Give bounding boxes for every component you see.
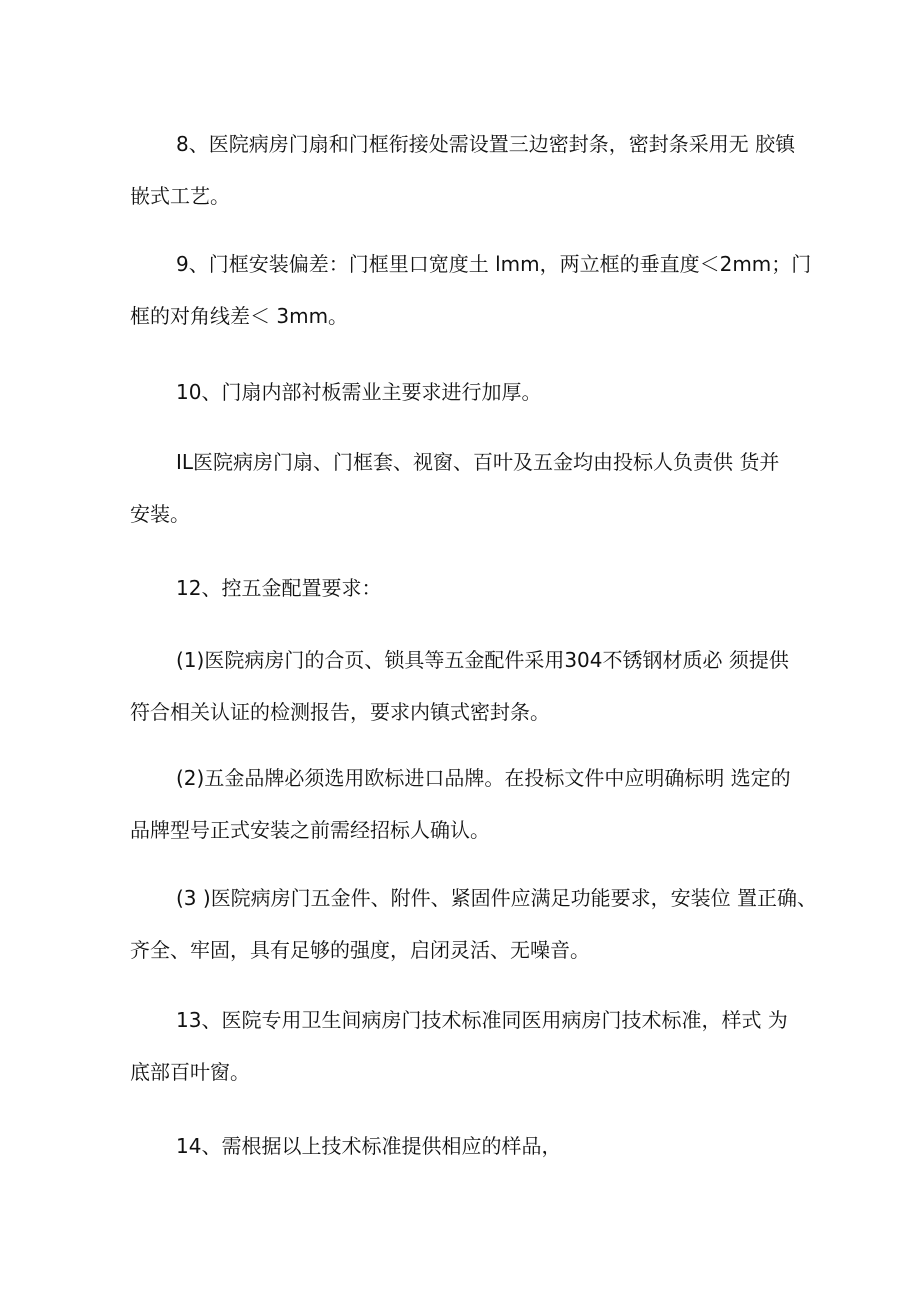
paragraph-12-2 <box>130 752 790 856</box>
paragraph-12-3 <box>130 872 818 976</box>
paragraph-12-1 <box>130 634 790 738</box>
paragraph-line: 13、医院专用卫生间病房门技术标准同医用病房门技术标准，样式 为 <box>176 1008 788 1032</box>
paragraph-line: 框的对角线差＜ 3mm。 <box>130 304 349 328</box>
paragraph-line: 底部百叶窗。 <box>130 1060 250 1084</box>
paragraph-11 <box>130 436 790 540</box>
paragraph-line: 符合相关认证的检测报告，要求内镇式密封条。 <box>130 700 550 724</box>
paragraph-line: (1)医院病房门的合页、锁具等五金配件采用304不锈钢材质必 须提供 <box>176 648 789 672</box>
paragraph-13 <box>130 994 790 1098</box>
paragraph-line: 10、门扇内部衬板需业主要求进行加厚。 <box>176 380 542 404</box>
paragraph-8 <box>130 118 796 222</box>
paragraph-line: (3 )医院病房门五金件、附件、紧固件应满足功能要求，安装位 置正确、 <box>176 886 818 910</box>
paragraph-9 <box>130 238 812 342</box>
paragraph-line: 9、门框安装偏差：门框里口宽度土 lmm，两立框的垂直度＜2mm；门 <box>176 252 812 276</box>
paragraph-line: 安装。 <box>130 502 190 526</box>
paragraph-line: (2)五金品牌必须选用欧标进口品牌。在投标文件中应明确标明 选定的 <box>176 766 791 790</box>
paragraph-12 <box>130 562 790 614</box>
paragraph-line: 8、医院病房门扇和门框衔接处需设置三边密封条，密封条采用无 胶镇 <box>176 132 796 156</box>
paragraph-line: 品牌型号正式安装之前需经招标人确认。 <box>130 818 490 842</box>
paragraph-10 <box>130 366 790 418</box>
paragraph-line: 14、需根据以上技术标准提供相应的样品， <box>176 1134 562 1158</box>
paragraph-line: IL医院病房门扇、门框套、视窗、百叶及五金均由投标人负责供 货并 <box>176 450 780 474</box>
paragraph-line: 12、控五金配置要求： <box>176 576 382 600</box>
paragraph-line: 嵌式工艺。 <box>130 184 230 208</box>
paragraph-line: 齐全、牢固，具有足够的强度，启闭灵活、无噪音。 <box>130 938 590 962</box>
paragraph-14 <box>130 1120 790 1172</box>
